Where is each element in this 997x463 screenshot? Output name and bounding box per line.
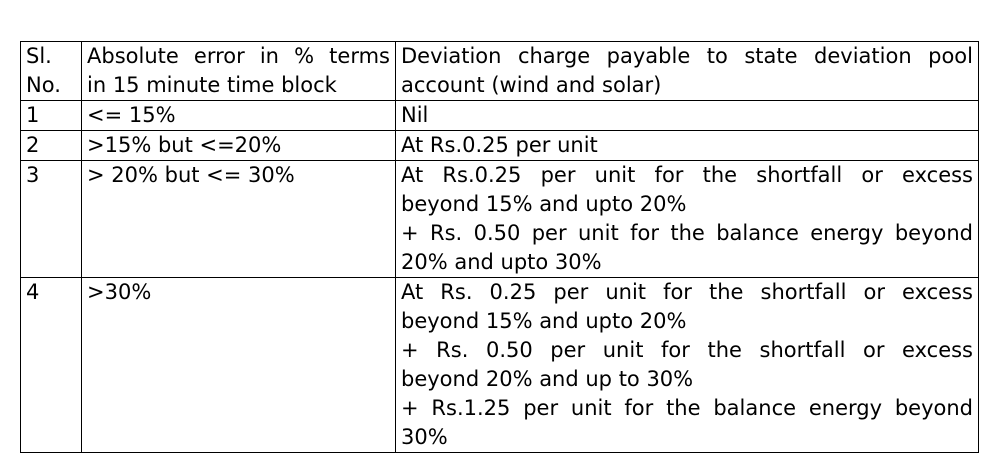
charge-line: beyond 15% and upto 20% [401,192,687,216]
charge-line: beyond 20% and up to 30% [401,367,694,391]
cell-deviation-charge [396,101,979,131]
cell-sl-no: 1 [21,101,82,131]
cell-absolute-error: > 20% but <= 30% [82,161,396,278]
cell-absolute-error: <= 15% [82,101,396,131]
charge-line: At Rs. 0.25 per unit for the shortfall or excess [401,280,973,304]
cell-sl-no: 2 [21,131,82,161]
header-deviation-charge [396,42,979,101]
deviation-charge-table [20,41,979,453]
header-sl-no [21,42,82,101]
charge-line: At Rs.0.25 per unit for the shortfall or excess [401,163,973,187]
cell-sl-no: 3 [21,161,82,278]
cell-deviation-charge [396,161,979,278]
cropped-text-fragment [52,0,212,2]
charge-line: 30% [401,425,448,449]
table-row [21,131,979,161]
cell-deviation-charge [396,278,979,453]
charge-line: + Rs. 0.50 per unit for the shortfall or excess [401,338,973,362]
header-deviation-charge-line-1: Deviation charge payable to state deviation pool [401,44,973,68]
cell-absolute-error: >15% but <=20% [82,131,396,161]
cell-deviation-charge [396,131,979,161]
charge-line: Nil [401,103,429,127]
charge-line: + Rs. 0.50 per unit for the balance energy beyond [401,221,973,245]
header-sl-no-line-1: Sl. [26,44,52,68]
charge-line: At Rs.0.25 per unit [401,133,598,157]
header-absolute-error [82,42,396,101]
header-absolute-error-line-1: Absolute error in % terms [87,44,390,68]
table-header-row [21,42,979,101]
charge-line: 20% and upto 30% [401,250,602,274]
header-deviation-charge-line-2: account (wind and solar) [401,73,662,97]
header-absolute-error-line-2: in 15 minute time block [87,73,337,97]
charge-line: beyond 15% and upto 20% [401,309,687,333]
charge-line: + Rs.1.25 per unit for the balance energy beyond [401,396,973,420]
cell-sl-no: 4 [21,278,82,453]
header-sl-no-line-2: No. [26,73,61,97]
table-row [21,278,979,453]
table-row [21,161,979,278]
cell-absolute-error: >30% [82,278,396,453]
table-row [21,101,979,131]
